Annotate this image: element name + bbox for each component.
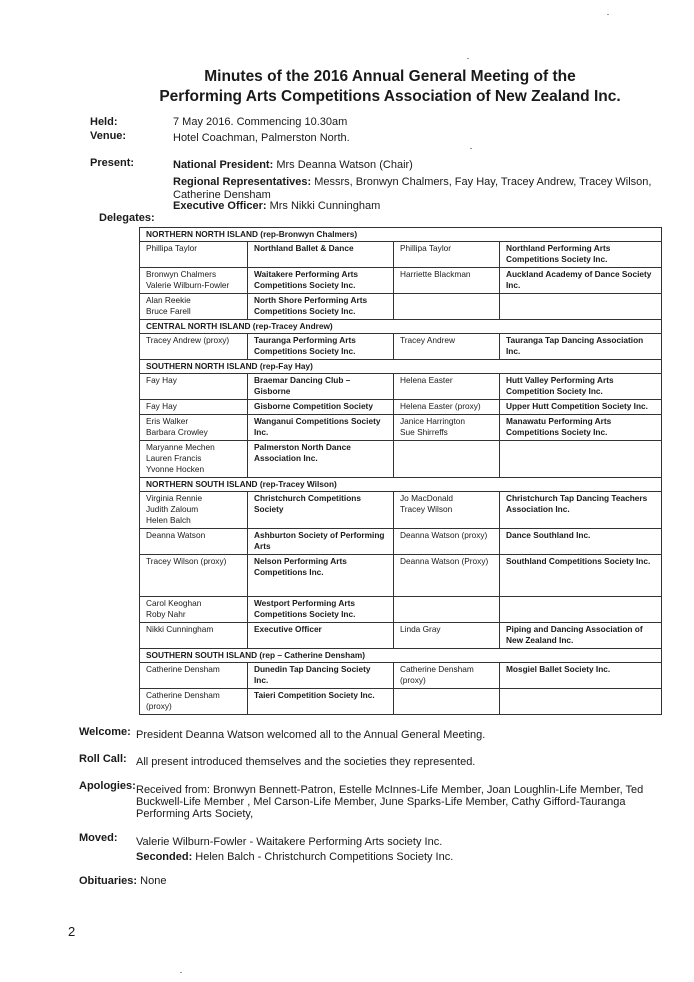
society-name: Inc. [506,346,521,356]
moved-label: Moved: [79,832,118,844]
delegate-row [140,415,662,441]
delegate-name-cell [394,374,500,400]
society-name: Executive Officer [254,624,322,634]
society-cell [500,268,662,294]
society-cell [500,334,662,360]
delegate-name: Catherine Densham [146,690,220,700]
rollcall-text: All present introduced themselves and the societies they represented. [136,756,476,768]
society-cell [248,623,394,649]
delegate-name: Jo MacDonald [400,493,454,503]
executive-value: Mrs Nikki Cunningham [269,200,381,212]
delegate-name: Tracey Andrew (proxy) [146,335,230,345]
society-name: Dance Southland Inc. [506,530,591,540]
delegate-row [140,242,662,268]
society-name: Braemar Dancing Club – Gisborne [254,375,351,396]
society-name: New Zealand Inc. [506,635,574,645]
society-cell [500,492,662,529]
society-cell [500,689,662,715]
delegate-row [140,529,662,555]
delegate-row [140,555,662,597]
delegate-name-cell [140,374,248,400]
society-name: Competitions Society Inc. [254,280,356,290]
society-cell [248,374,394,400]
delegate-name-cell [140,689,248,715]
delegate-name-cell [394,242,500,268]
delegate-name-cell [140,294,248,320]
delegate-row [140,663,662,689]
society-cell [500,663,662,689]
delegate-name-cell [140,597,248,623]
society-cell [500,374,662,400]
executive-label: Executive Officer: [173,200,267,212]
society-cell [500,415,662,441]
delegate-name: Lauren Francis [146,453,202,463]
society-name: Tauranga Tap Dancing Association [506,335,644,345]
society-name: Competitions Inc. [254,567,324,577]
region-header-row [140,360,662,374]
society-cell [248,492,394,529]
delegate-name: Phillipa Taylor [400,243,452,253]
title-line-1: Minutes of the 2016 Annual General Meeting of the [204,68,576,85]
present-label: Present: [90,157,135,169]
society-cell [248,400,394,415]
society-name: Competitions Society Inc. [254,609,356,619]
society-cell [500,555,662,597]
seconded-label: Seconded: [136,851,193,863]
delegate-row [140,623,662,649]
delegate-row [140,334,662,360]
society-name: Gisborne Competition Society [254,401,373,411]
society-name: Tauranga Performing Arts [254,335,356,345]
delegate-name-cell [394,294,500,320]
region-header: CENTRAL NORTH ISLAND (rep-Tracey Andrew) [140,320,662,334]
delegate-name: Catherine Densham [400,664,474,674]
delegate-name-cell [394,400,500,415]
delegate-name-cell [394,555,500,597]
held-label: Held: [90,116,118,128]
title-line-2: Performing Arts Competitions Association of New Zealand Inc. [159,88,621,105]
delegate-row [140,268,662,294]
delegate-row [140,597,662,623]
obituaries-line [79,875,166,887]
delegate-name: Catherine Densham [146,664,220,674]
present-regional [173,176,668,202]
delegate-name: Janice Harrington [400,416,466,426]
delegate-name-cell [140,441,248,478]
region-header-row [140,228,662,242]
apologies-label: Apologies: [79,780,136,792]
society-name: Arts [254,541,271,551]
delegate-name-cell [140,555,248,597]
society-name: Taieri Competition Society Inc. [254,690,375,700]
society-cell [248,555,394,597]
delegate-row [140,294,662,320]
obituaries-text: None [140,875,167,887]
region-header: SOUTHERN NORTH ISLAND (rep-Fay Hay) [140,360,662,374]
delegate-name: Deanna Watson [146,530,206,540]
region-header-row [140,478,662,492]
delegate-name: Helena Easter (proxy) [400,401,481,411]
delegate-name: Alan Reekie [146,295,191,305]
delegate-name-cell [394,529,500,555]
scan-speck [607,14,609,15]
society-name: Nelson Performing Arts [254,556,347,566]
society-cell [500,400,662,415]
society-cell [248,294,394,320]
delegate-name: Phillipa Taylor [146,243,198,253]
delegate-name: Helena Easter [400,375,453,385]
society-name: Association Inc. [254,453,318,463]
delegate-name-cell [394,597,500,623]
delegate-name: Valerie Wilburn-Fowler [146,280,230,290]
delegate-name-cell [394,623,500,649]
society-name: Dunedin Tap Dancing Society Inc. [254,664,371,685]
delegate-name: Maryanne Mechen [146,442,215,452]
delegate-name-cell [394,334,500,360]
delegate-row [140,374,662,400]
society-name: Inc. [506,280,521,290]
society-cell [248,334,394,360]
scan-speck [470,148,472,149]
society-name: Christchurch Competitions Society [254,493,361,514]
society-name: Waitakere Performing Arts [254,269,359,279]
seconded-text: Helen Balch - Christchurch Competitions Society Inc. [195,851,454,863]
region-header-row [140,320,662,334]
delegate-name-cell [140,242,248,268]
present-executive [173,200,668,213]
society-cell [500,242,662,268]
society-name: Christchurch Tap Dancing Teachers [506,493,648,503]
delegate-name: Judith Zaloum [146,504,199,514]
delegate-name: Yvonne Hocken [146,464,205,474]
present-president [173,159,668,172]
delegate-name-cell [140,529,248,555]
society-name: Competitions Society Inc. [506,427,608,437]
moved-text: Valerie Wilburn-Fowler - Waitakere Performing Arts society Inc. [136,836,443,848]
delegate-name-cell [140,492,248,529]
society-name: Northland Performing Arts [506,243,611,253]
delegate-name-cell [394,415,500,441]
held-value: 7 May 2016. Commencing 10.30am [173,116,348,128]
delegate-name-cell [140,334,248,360]
society-cell [248,415,394,441]
delegate-name: Linda Gray [400,624,441,634]
regional-label: Regional Representatives: [173,176,312,188]
delegate-row [140,441,662,478]
delegate-name: Carol Keoghan [146,598,202,608]
society-cell [248,242,394,268]
society-name: Competitions Society Inc. [254,346,356,356]
scan-speck [180,972,182,973]
society-name: Manawatu Performing Arts [506,416,612,426]
delegate-name: (proxy) [146,701,172,711]
society-cell [500,529,662,555]
delegate-name: Deanna Watson (proxy) [400,530,488,540]
society-cell [500,294,662,320]
region-header: SOUTHERN SOUTH ISLAND (rep – Catherine Densham) [140,649,662,663]
society-cell [248,529,394,555]
society-cell [500,441,662,478]
delegate-name-cell [140,268,248,294]
page-number: 2 [68,924,76,939]
delegate-name-cell [394,689,500,715]
delegate-name-cell [140,415,248,441]
society-name: Hutt Valley Performing Arts [506,375,614,385]
delegate-name: Eris Walker [146,416,189,426]
society-name: Auckland Academy of Dance Society [506,269,652,279]
regional-value: Messrs, Bronwyn Chalmers, Fay Hay, Tracey Andrew, Tracey Wilson, Catherine Densham [173,176,652,201]
society-cell [500,623,662,649]
region-header-row [140,649,662,663]
society-name: Piping and Dancing Association of [506,624,643,634]
delegate-name: Fay Hay [146,401,177,411]
society-name: Wanganui Competitions Society [254,416,381,426]
president-value: Mrs Deanna Watson (Chair) [276,159,413,171]
society-name: Inc. [254,427,269,437]
society-name: Competitions Society Inc. [506,254,608,264]
society-name: Competitions Society Inc. [254,306,356,316]
region-header: NORTHERN SOUTH ISLAND (rep-Tracey Wilson) [140,478,662,492]
obituaries-label: Obituaries: [79,875,138,887]
society-cell [248,597,394,623]
society-name: Ashburton Society of Performing [254,530,385,540]
society-cell [248,663,394,689]
delegates-table-body [140,228,662,715]
rollcall-label: Roll Call: [79,753,127,765]
welcome-text: President Deanna Watson welcomed all to the Annual General Meeting. [136,729,486,741]
delegate-name: Tracey Wilson (proxy) [146,556,227,566]
delegate-name-cell [140,400,248,415]
delegate-name: Bronwyn Chalmers [146,269,217,279]
delegate-name-cell [394,492,500,529]
delegate-row [140,689,662,715]
delegate-name: Tracey Andrew [400,335,456,345]
scan-speck [467,58,469,59]
delegate-name: Bruce Farell [146,306,191,316]
society-name: Palmerston North Dance [254,442,351,452]
society-cell [248,268,394,294]
delegate-name-cell [394,441,500,478]
delegate-name-cell [394,268,500,294]
delegate-name: Tracey Wilson [400,504,453,514]
venue-label: Venue: [90,130,127,142]
society-cell [248,441,394,478]
society-name: Mosgiel Ballet Society Inc. [506,664,611,674]
delegate-name: Harriette Blackman [400,269,471,279]
seconded-line [136,851,453,863]
region-header: NORTHERN NORTH ISLAND (rep-Bronwyn Chalmers) [140,228,662,242]
society-name: Northland Ballet & Dance [254,243,354,253]
delegate-name: Roby Nahr [146,609,186,619]
delegate-name: Fay Hay [146,375,177,385]
society-name: North Shore Performing Arts [254,295,368,305]
society-name: Competition Society Inc. [506,386,603,396]
delegate-row [140,400,662,415]
delegate-name: Nikki Cunningham [146,624,214,634]
delegates-table [139,227,662,715]
delegate-name-cell [140,623,248,649]
society-name: Westport Performing Arts [254,598,355,608]
delegate-name: (proxy) [400,675,426,685]
society-cell [500,597,662,623]
delegate-name: Barbara Crowley [146,427,208,437]
delegate-name-cell [394,663,500,689]
delegate-name: Deanna Watson (Proxy) [400,556,489,566]
delegate-name: Sue Shirreffs [400,427,448,437]
welcome-label: Welcome: [79,726,131,738]
society-cell [248,689,394,715]
delegate-name: Helen Balch [146,515,191,525]
delegate-name: Virginia Rennie [146,493,203,503]
president-label: National President: [173,159,274,171]
delegate-name-cell [140,663,248,689]
society-name: Southland Competitions Society Inc. [506,556,651,566]
society-name: Association Inc. [506,504,570,514]
apologies-text: Received from: Bronwyn Bennett-Patron, Estelle McInnes-Life Member, Joan Loughlin-Life Member, Ted Buckwell-Life Member , Mel Carson-Life Member, June Sparks-Life Member, Cathy Gifford-Tauranga Performing Arts Society, [136,784,644,820]
delegates-label: Delegates: [99,212,155,224]
document-title [120,67,660,107]
society-name: Upper Hutt Competition Society Inc. [506,401,648,411]
venue-value: Hotel Coachman, Palmerston North. [173,132,350,144]
delegate-row [140,492,662,529]
